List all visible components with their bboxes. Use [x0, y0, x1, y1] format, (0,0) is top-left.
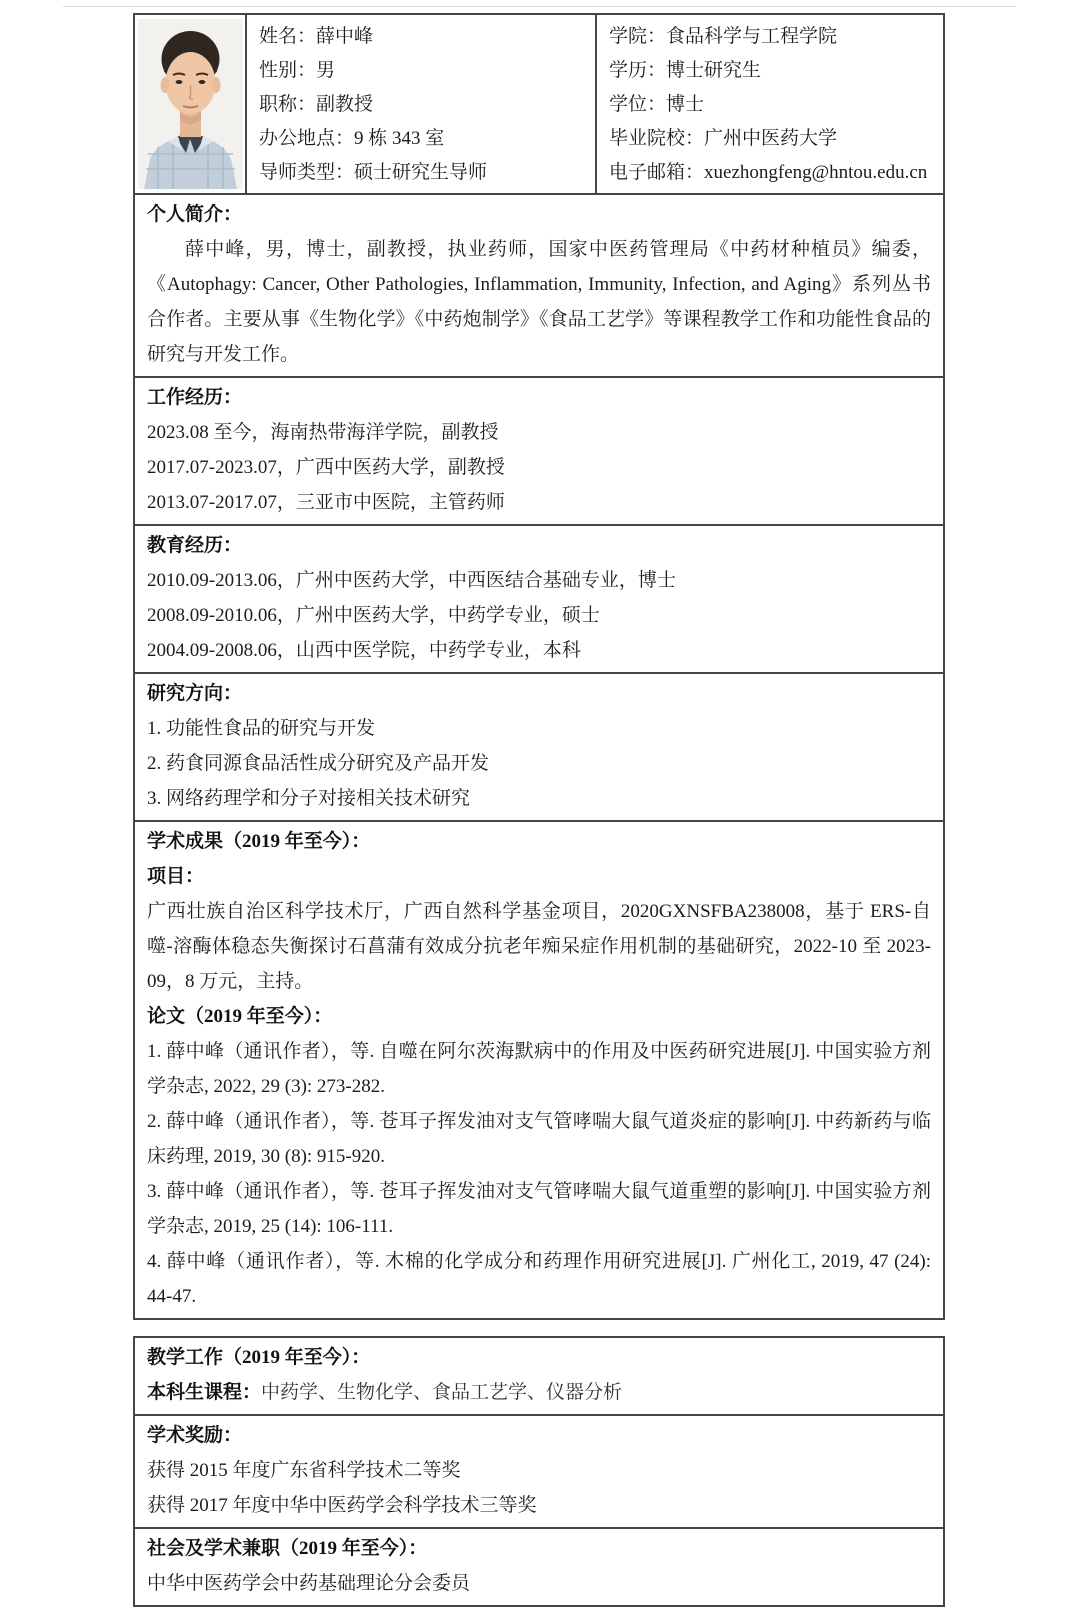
field-mentor-type-value: 硕士研究生导师 — [354, 162, 488, 183]
paper-item: 1. 薛中峰（通讯作者），等. 自噬在阿尔茨海默病中的作用及中医药研究进展[J]. 中国实验方剂学杂志, 2022, 29 (3): 273-282. — [147, 1041, 931, 1097]
teaching-courses-line — [147, 1375, 931, 1410]
section-service-heading: 社会及学术兼职（2019 年至今）： — [147, 1538, 428, 1559]
section-teaching — [135, 1338, 943, 1414]
section-work-heading: 工作经历： — [147, 387, 243, 408]
section-academic-achievements — [135, 820, 943, 1318]
award-item: 获得 2015 年度广东省科学技术二等奖 — [147, 1460, 461, 1481]
field-education-label: 学历： — [609, 60, 667, 81]
paper-item: 4. 薛中峰（通讯作者），等. 木棉的化学成分和药理作用研究进展[J]. 广州化工, 2019, 47 (24): 44-47. — [147, 1251, 931, 1307]
education-history-item: 2008.09-2010.06，广州中医药大学，中药学专业，硕士 — [147, 605, 600, 626]
section-awards-heading: 学术奖励： — [147, 1425, 243, 1446]
section-education-history — [135, 524, 943, 672]
section-intro — [135, 193, 943, 376]
project-item: 广西壮族自治区科学技术厅，广西自然科学基金项目，2020GXNSFBA238008，基于 ERS-自噬-溶酶体稳态失衡探讨石菖蒲有效成分抗老年痴呆症作用机制的基础研究，2022-10 至 2023-09，8 万元，主持。 — [147, 901, 931, 992]
field-office — [259, 122, 587, 156]
basic-info-left-column — [247, 15, 597, 193]
field-name — [259, 20, 587, 54]
field-alma-mater-label: 毕业院校： — [609, 128, 705, 149]
paper-item: 2. 薛中峰（通讯作者），等. 苍耳子挥发油对支气管哮喘大鼠气道炎症的影响[J]. 中药新药与临床药理, 2019, 30 (8): 915-920. — [147, 1111, 931, 1167]
education-history-item: 2010.09-2013.06，广州中医药大学，中西医结合基础专业，博士 — [147, 570, 676, 591]
work-history-item: 2013.07-2017.07，三亚市中医院，主管药师 — [147, 492, 505, 513]
papers-subheading: 论文（2019 年至今）： — [147, 1006, 333, 1027]
projects-subheading: 项目： — [147, 866, 205, 887]
teaching-awards-table — [133, 1336, 945, 1607]
research-direction-item: 3. 网络药理学和分子对接相关技术研究 — [147, 788, 471, 809]
section-social-service — [135, 1527, 943, 1605]
section-achievements-heading: 学术成果（2019 年至今）： — [147, 831, 371, 852]
profile-table — [133, 13, 945, 1320]
field-email-value: xuezhongfeng@hntou.edu.cn — [704, 162, 928, 183]
field-degree — [609, 88, 935, 122]
field-education — [609, 54, 935, 88]
work-history-item: 2017.07-2023.07，广西中医药大学，副教授 — [147, 457, 505, 478]
research-direction-item: 2. 药食同源食品活性成分研究及产品开发 — [147, 753, 490, 774]
service-item: 中华中医药学会中药基础理论分会委员 — [147, 1573, 471, 1594]
field-alma-mater — [609, 122, 935, 156]
field-college-value: 食品科学与工程学院 — [666, 26, 838, 47]
work-history-item: 2023.08 至今，海南热带海洋学院，副教授 — [147, 422, 499, 443]
research-direction-item: 1. 功能性食品的研究与开发 — [147, 718, 376, 739]
section-education-heading: 教育经历： — [147, 535, 243, 556]
field-title-label: 职称： — [259, 94, 317, 115]
field-mentor-type — [259, 156, 587, 190]
field-gender — [259, 54, 587, 88]
field-gender-value: 男 — [316, 60, 336, 81]
basic-info-row — [135, 15, 943, 193]
basic-info-right-column — [597, 15, 943, 193]
course-label: 本科生课程： — [147, 1382, 262, 1403]
field-degree-label: 学位： — [609, 94, 667, 115]
field-email-label: 电子邮箱： — [609, 162, 705, 183]
resume-document — [133, 13, 945, 1607]
field-college-label: 学院： — [609, 26, 667, 47]
field-title-value: 副教授 — [316, 94, 374, 115]
section-work-history — [135, 376, 943, 524]
field-college — [609, 20, 935, 54]
field-alma-mater-value: 广州中医药大学 — [704, 128, 838, 149]
field-office-value: 9 栋 343 室 — [354, 128, 445, 149]
section-awards — [135, 1414, 943, 1527]
field-gender-label: 性别： — [259, 60, 317, 81]
field-office-label: 办公地点： — [259, 128, 355, 149]
field-email — [609, 156, 935, 190]
field-mentor-type-label: 导师类型： — [259, 162, 355, 183]
intro-paragraph: 薛中峰，男，博士，副教授，执业药师，国家中医药管理局《中药材种植员》编委，《Autophagy: Cancer, Other Pathologies, Inflammation, Immunity, Infection, and Aging》系列丛书合作者。主要从事《生物化学》《中药炮制学》《食品工艺学》等课程教学工作和功能性食品的研究与开发工作。 — [147, 239, 931, 365]
portrait-photo — [135, 15, 247, 193]
section-intro-heading: 个人简介： — [147, 204, 243, 225]
page-top-rule — [63, 6, 1016, 7]
section-research-heading: 研究方向： — [147, 683, 243, 704]
award-item: 获得 2017 年度中华中医药学会科学技术三等奖 — [147, 1495, 537, 1516]
portrait-photo-graphic — [138, 19, 243, 189]
section-teaching-heading: 教学工作（2019 年至今）： — [147, 1347, 371, 1368]
paper-item: 3. 薛中峰（通讯作者），等. 苍耳子挥发油对支气管哮喘大鼠气道重塑的影响[J]. 中国实验方剂学杂志, 2019, 25 (14): 106-111. — [147, 1181, 931, 1237]
field-name-label: 姓名： — [259, 26, 317, 47]
course-list: 中药学、生物化学、食品工艺学、仪器分析 — [261, 1382, 623, 1403]
field-degree-value: 博士 — [666, 94, 705, 115]
section-research-directions — [135, 672, 943, 820]
field-title — [259, 88, 587, 122]
education-history-item: 2004.09-2008.06，山西中医学院，中药学专业，本科 — [147, 640, 581, 661]
field-education-value: 博士研究生 — [666, 60, 762, 81]
field-name-value: 薛中峰 — [316, 26, 374, 47]
